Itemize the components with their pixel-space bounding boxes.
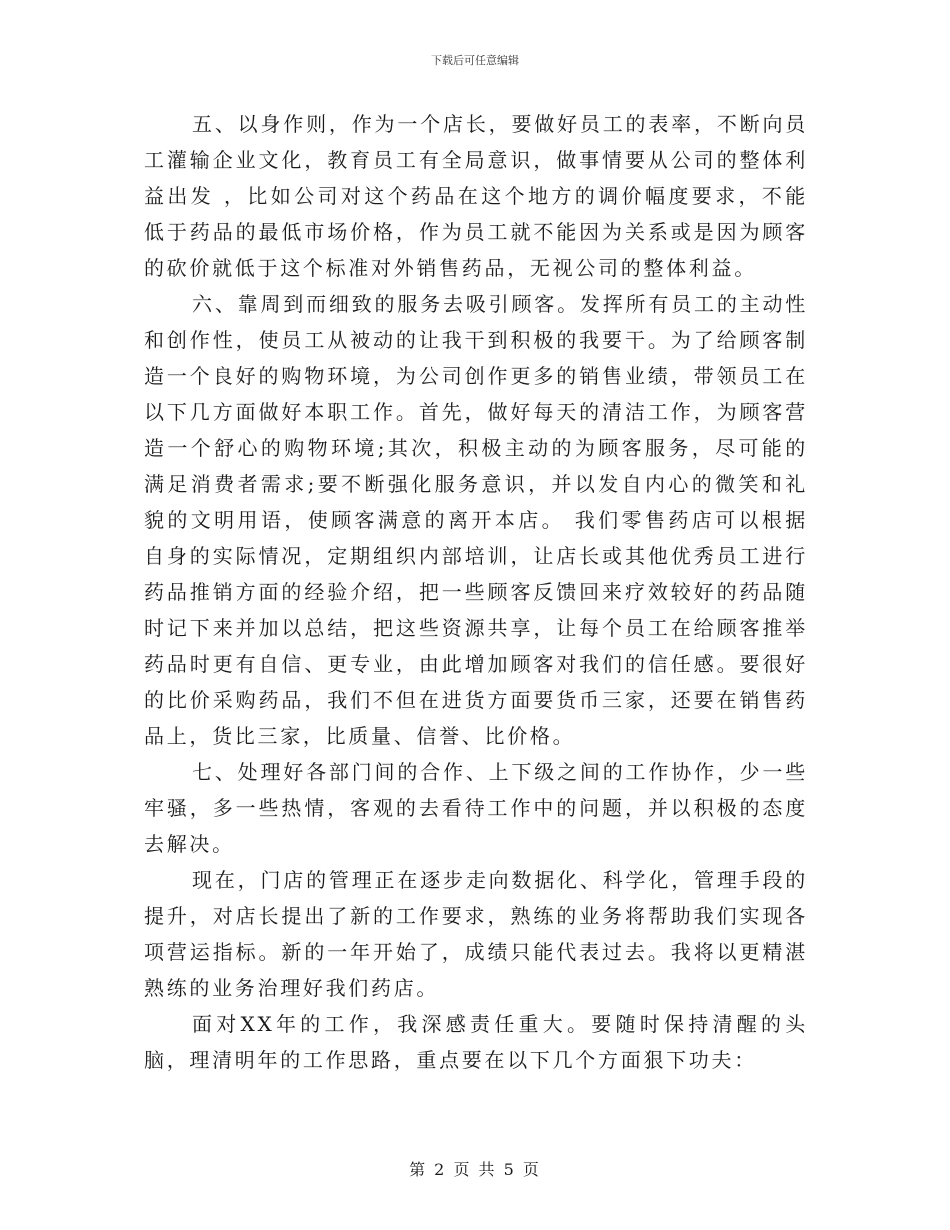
paragraph-6-customer-service: 六、靠周到而细致的服务去吸引顾客。发挥所有员工的主动性和创作性，使员工从被动的让我干到积极的我要干。为了给顾客制造一个良好的购物环境，为公司创作更多的销售业绩，带领员工在以下几方面做好本职工作。首先，做好每天的清洁工作，为顾客营造一个舒心的购物环境;其次，积极主动的为顾客服务，尽可能的满足消费者需求;要不断强化服务意识，并以发自内心的微笑和礼貌的文明用语，使顾客满意的离开本店。 我们零售药店可以根据自身的实际情况，定期组织内部培训，让店长或其他优秀员工进行药品推销方面的经验介绍，把一些顾客反馈回来疗效较好的药品随时记下来并加以总结，把这些资源共享，让每个员工在给顾客推举药品时更有自信、更专业，由此增加顾客对我们的信任感。要很好的比价采购药品，我们不但在进货方面要货币三家，还要在销售药品上，货比三家，比质量、信誉、比价格。	[144, 292, 808, 748]
paragraph-store-management: 现在，门店的管理正在逐步走向数据化、科学化，管理手段的提升，对店长提出了新的工作要求，熟练的业务将帮助我们实现各项营运指标。新的一年开始了，成绩只能代表过去。我将以更精湛熟练的业务治理好我们药店。	[144, 868, 808, 1000]
paragraph-next-year-work: 面对XX年的工作，我深感责任重大。要随时保持清醒的头脑，理清明年的工作思路，重点要在以下几个方面狠下功夫：	[144, 1012, 808, 1072]
document-body	[144, 106, 808, 1078]
paragraph-7-cooperation: 七、处理好各部门间的合作、上下级之间的工作协作，少一些牢骚，多一些热情，客观的去看待工作中的问题，并以积极的态度去解决。	[144, 760, 808, 856]
page-number: 第 2 页 共 5 页	[409, 1160, 541, 1179]
page-header: 下载后可任意编辑	[431, 54, 519, 67]
paragraph-5-lead-by-example: 五、以身作则，作为一个店长，要做好员工的表率，不断向员工灌输企业文化，教育员工有全局意识，做事情要从公司的整体利益出发 ，比如公司对这个药品在这个地方的调价幅度要求，不能低于药品的最低市场价格，作为员工就不能因为关系或是因为顾客的砍价就低于这个标准对外销售药品，无视公司的整体利益。	[144, 112, 808, 280]
